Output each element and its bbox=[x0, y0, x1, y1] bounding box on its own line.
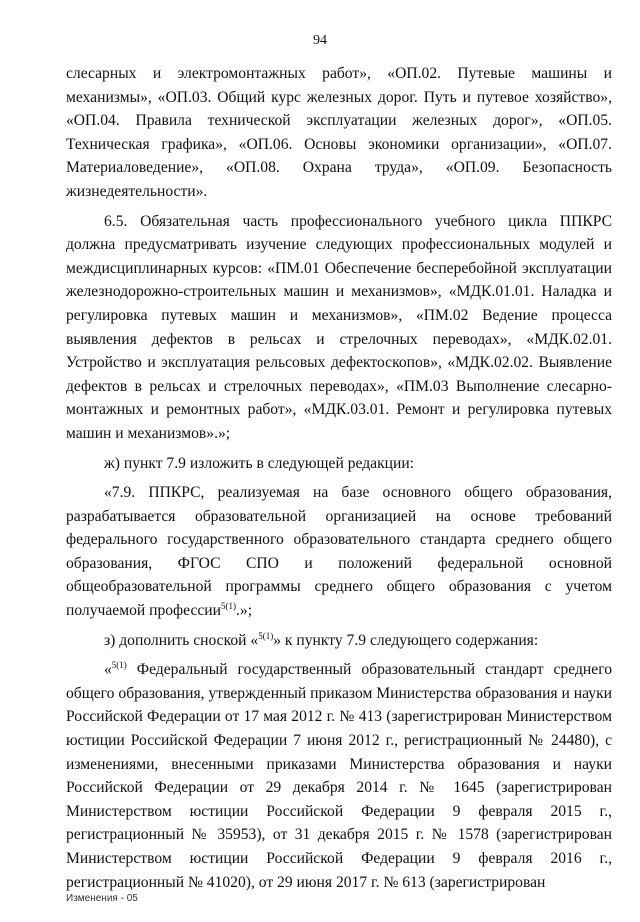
footnote-body: Федеральный государственный образовательный стандарт среднего общего образования, утвержденный приказом Министерства образования и науки Российской Федерации от 17 мая 2012 г. № 413 (зарегистрирован Министерством юстиции Российской Федерации 7 июня 2012 г., регистрационный № 24480), с изменениями, внесенными приказами Министерства образования и науки Российской Федерации от 29 декабря 2014 г. № 1645 (зарегистрирован Министерством юстиции Российской Федерации 9 февраля 2015 г., регистрационный № 35953), от 31 декабря 2015 г. № 1578 (зарегистрирован Министерством юстиции Российской Федерации 9 февраля 2016 г., регистрационный № 41020), от 29 июня 2017 г. № 613 (зарегистрирован bbox=[66, 661, 612, 891]
footnote-text bbox=[66, 658, 612, 894]
paragraph-6-5: 6.5. Обязательная часть профессионального учебного цикла ППКРС должна предусматривать изучение следующих профессиональных модулей и междисциплинарных курсов: «ПМ.01 Обеспечение бесперебойной эксплуатации железнодорожно-строительных машин и механизмов», «МДК.01.01. Наладка и регулировка путевых машин и механизмов», «ПМ.02 Ведение процесса выявления дефектов в рельсах и стрелочных переводах», «МДК.02.01. Устройство и эксплуатация рельсовых дефектоскопов», «МДК.02.02. Выявление дефектов в рельсах и стрелочных переводах», «ПМ.03 Выполнение слесарно-монтажных и ремонтных работ», «МДК.03.01. Ремонт и регулировка путевых машин и механизмов».»; bbox=[66, 212, 612, 442]
document-body bbox=[66, 62, 612, 894]
paragraph-7-9 bbox=[66, 481, 612, 623]
footer-label: Изменения - 05 bbox=[66, 893, 138, 904]
footnote-open-quote: « bbox=[104, 661, 112, 679]
paragraph-item-z bbox=[66, 629, 612, 653]
footnote-ref: 5(1) bbox=[258, 630, 274, 641]
paragraph-7-9-text: «7.9. ППКРС, реализуемая на базе основного общего образования, разрабатывается образовательной организацией на основе требований федерального государственного образовательного стандарта среднего общего образования, ФГОС СПО и положений федеральной основной общеобразовательной программы среднего общего образования с учетом получаемой профессии bbox=[66, 484, 612, 620]
footnote-ref: 5(1) bbox=[221, 600, 236, 611]
paragraph-7-9-end: .»; bbox=[236, 602, 253, 620]
paragraph-item-z-start: з) дополнить сноской « bbox=[104, 631, 259, 649]
paragraph-item-zh: ж) пункт 7.9 изложить в следующей редакции: bbox=[104, 454, 415, 472]
paragraph-op-list: слесарных и электромонтажных работ», «ОП.02. Путевые машины и механизмы», «ОП.03. Общий курс железных дорог. Путь и путевое хозяйство», «ОП.04. Правила технической эксплуатации железных дорог», «ОП.05. Техническая графика», «ОП.06. Основы экономики организации», «ОП.07. Материаловедение», «ОП.08. Охрана труда», «ОП.09. Безопасность жизнедеятельности». bbox=[66, 65, 612, 200]
page-number: 94 bbox=[313, 33, 327, 48]
footnote-marker: 5(1) bbox=[111, 660, 127, 671]
paragraph-item-z-end: » к пункту 7.9 следующего содержания: bbox=[273, 631, 539, 649]
